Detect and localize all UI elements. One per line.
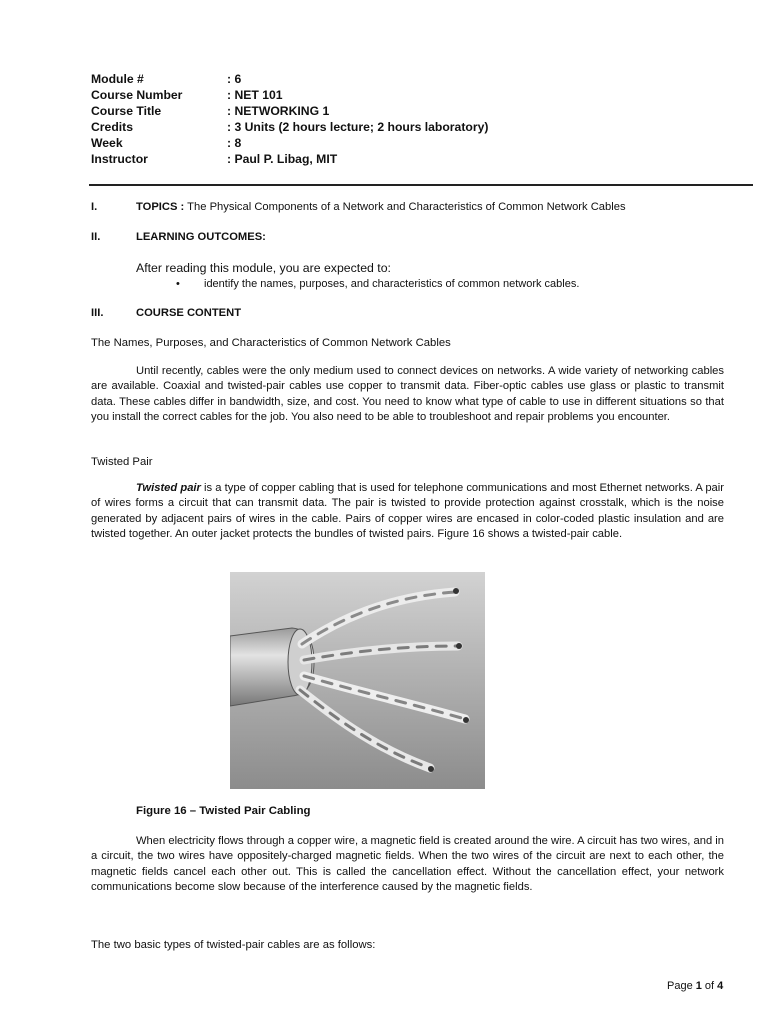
section-number: II. [91,231,101,243]
page-number [667,979,723,994]
paragraph-intro [91,364,724,425]
info-row-credits [91,119,651,135]
topics-text: The Physical Components of a Network and Characteristics of Common Network Cables [184,201,626,213]
outcome-text: identify the names, purposes, and characteristics of common network cables. [204,278,580,290]
info-row-instructor [91,151,651,167]
total-pages: 4 [717,980,724,992]
subheading-twisted-pair: Twisted Pair [91,456,153,468]
info-label: Course Title [91,104,162,118]
twisted-pair-photo [230,572,485,789]
info-label: Course Number [91,88,183,102]
content-heading: The Names, Purposes, and Characteristics of Common Network Cables [91,337,451,349]
section-title: TOPICS : [136,201,185,213]
twisted-pair-cable-illustration [230,572,485,789]
info-value: : 6 [227,72,242,86]
info-label: Instructor [91,152,148,166]
bullet-symbol: • [176,278,180,290]
info-label: Week [91,136,123,150]
info-label: Credits [91,120,133,134]
page-prefix: Page [667,980,696,992]
info-value: : 3 Units (2 hours lecture; 2 hours laboratory) [227,120,489,134]
term-twisted-pair: Twisted pair [136,482,201,494]
page-separator: of [701,980,718,992]
section-number: III. [91,307,104,319]
info-value: : 8 [227,136,242,150]
info-row-week [91,135,651,151]
info-label: Module # [91,72,144,86]
info-value: : NETWORKING 1 [227,104,330,118]
info-row-course-title [91,103,651,119]
paragraph-twisted-pair [91,481,724,542]
info-row-module [91,71,651,87]
info-row-course-number [91,87,651,103]
paragraph-magnetic-field [91,834,724,895]
outcomes-intro: After reading this module, you are expected to: [136,261,391,275]
paragraph-text: When electricity flows through a copper wire, a magnetic field is created around the wire. A circuit has two wires, and in a circuit, the two wires have oppositely-charged magnetic fields. When the two wires of the circuit are next to each other, the magnetic fields cancel each other out. This is called the cancellation effect. Without the cancellation effect, your network communications become slow because of the interference caused by the magnetic fields. [91,835,724,893]
paragraph-text: Until recently, cables were the only medium used to connect devices on networks. A wide variety of networking cables are available. Coaxial and twisted-pair cables use copper to transmit data. Fiber-optic cables use glass or plastic to transmit data. These cables differ in bandwidth, size, and cost. You need to know what type of cable to use in different situations so that you install the correct cables for the job. You also need to be able to troubleshoot and repair problems you encounter. [91,365,724,423]
current-page: 1 [695,980,702,992]
figure-caption: Figure 16 – Twisted Pair Cabling [136,805,311,817]
section-title: COURSE CONTENT [136,307,242,319]
section-title: LEARNING OUTCOMES: [136,231,266,243]
paragraph-types-intro: The two basic types of twisted-pair cables are as follows: [91,939,376,951]
info-value: : NET 101 [227,88,283,102]
section-content [91,306,241,321]
section-number: I. [91,201,98,213]
info-value: : Paul P. Libag, MIT [227,152,338,166]
section-topics [91,200,626,215]
section-outcomes [91,230,266,245]
paragraph-text: is a type of copper cabling that is used for telephone communications and most Ethernet networks. A pair of wires forms a circuit that can transmit data. The pair is twisted to provide protection against crosstalk, which is the noise generated by adjacent pairs of wires in the cable. Pairs of copper wires are encased in color-coded plastic insulation and are twisted together. An outer jacket protects the bundles of twisted pairs. Figure 16 shows a twisted-pair cable. [91,482,724,540]
course-info [91,71,651,167]
header-divider [89,184,753,186]
